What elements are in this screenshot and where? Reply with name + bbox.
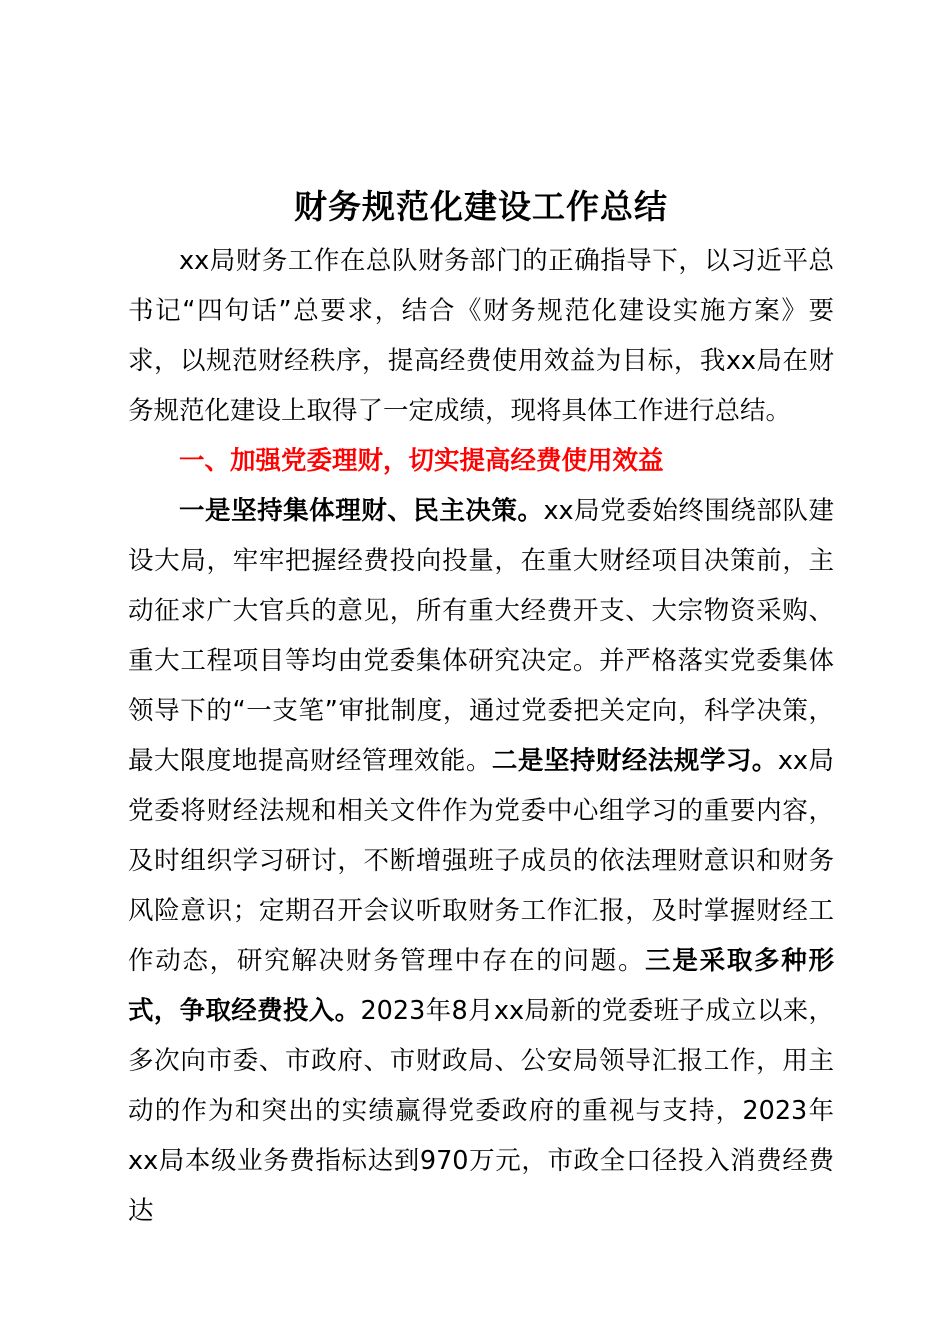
document-title: 财务规范化建设工作总结 [294,187,668,226]
section-body-paragraph [128,486,834,1236]
point-two-lead: 二是坚持财经法规学习。 [491,746,778,776]
point-one-text: xx局党委始终围绕部队建设大局，牢牢把握经费投向投量，在重大财经项目决策前，主动征求广大官兵的意见，所有重大经费开支、大宗物资采购、重大工程项目等均由党委集体研究决定。并严格落实党委集体领导下的“一支笔”审批制度，通过党委把关定向，科学决策，最大限度地提高财经管理效能。 [128,496,834,776]
section-heading: 一、加强党委理财，切实提高经费使用效益 [179,446,664,476]
point-three-lead: 三是采取多种形式，争取经费投入。 [128,946,834,1026]
point-two-text: xx局党委将财经法规和相关文件作为党委中心组学习的重要内容，及时组织学习研讨，不断增强班子成员的依法理财意识和财务风险意识；定期召开会议听取财务工作汇报，及时掌握财经工作动态，研究解决财务管理中存在的问题。 [128,746,834,976]
intro-paragraph: xx局财务工作在总队财务部门的正确指导下，以习近平总书记“四句话”总要求，结合《财务规范化建设实施方案》要求，以规范财经秩序，提高经费使用效益为目标，我xx局在财务规范化建设上取得了一定成绩，现将具体工作进行总结。 [128,246,834,426]
point-three-text: 2023年8月xx局新的党委班子成立以来，多次向市委、市政府、市财政局、公安局领导汇报工作，用主动的作为和突出的实绩赢得党委政府的重视与支持，2023年xx局本级业务费指标达到970万元，市政全口径投入消费经费达 [128,996,834,1226]
point-one-lead: 一是坚持集体理财、民主决策。 [179,496,544,526]
document-page [128,178,834,1236]
